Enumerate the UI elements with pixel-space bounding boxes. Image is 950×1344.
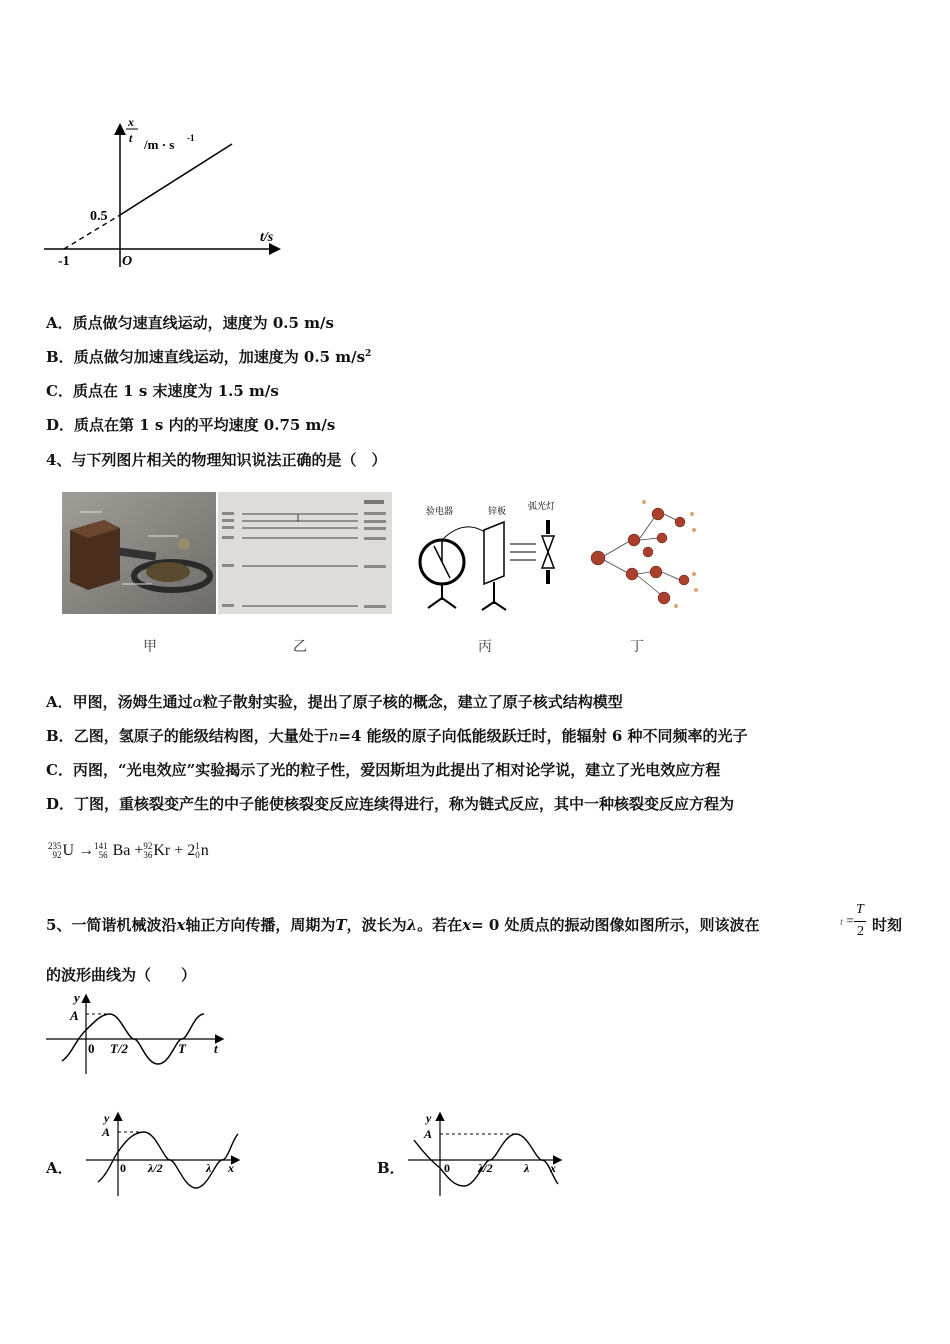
vibration-graph bbox=[40, 990, 230, 1076]
amplitude-label: A bbox=[70, 1008, 79, 1023]
svg-text:λ/2: λ/2 bbox=[478, 1161, 493, 1175]
intercept-label: 0.5 bbox=[90, 209, 108, 224]
q4-option-c: C．丙图，“光电效应”实验揭示了光的粒子性，爱因斯坦为此提出了相对论学说，建立了光电效应方程 bbox=[46, 761, 721, 779]
svg-text:A: A bbox=[424, 1127, 433, 1141]
y-unit: /m · s bbox=[144, 137, 175, 152]
q5-stem-line1: 5、一简谐机械波沿x轴正方向传播，周期为T，波长为λ。若在x= 0 处质点的振动图像如图所示，则该波在 bbox=[46, 916, 760, 934]
zero-label: 0 bbox=[88, 1041, 95, 1056]
q4-stem: 4、与下列图片相关的物理知识说法正确的是（ ） bbox=[46, 451, 387, 469]
y-label: y bbox=[74, 990, 80, 1005]
svg-text:x: x bbox=[550, 1161, 556, 1175]
y-label-den: t bbox=[129, 131, 133, 145]
q5-option-b-graph bbox=[404, 1110, 568, 1198]
svg-text:0: 0 bbox=[120, 1161, 126, 1175]
q3-option-c: C．质点在 1 s 末速度为 1.5 m/s bbox=[46, 382, 279, 400]
image-yi-energy-levels bbox=[218, 492, 392, 614]
neg-label: -1 bbox=[58, 254, 70, 269]
caption-yi: 乙 bbox=[293, 639, 307, 655]
svg-text:A: A bbox=[102, 1125, 111, 1139]
image-ding-chain-reaction bbox=[584, 494, 704, 618]
svg-text:λ: λ bbox=[524, 1161, 530, 1175]
image-jia-scattering-apparatus bbox=[62, 492, 216, 614]
caption-ding: 丁 bbox=[630, 639, 644, 655]
data-line bbox=[120, 144, 232, 215]
q4-option-b: B．乙图，氢原子的能级结构图，大量处于n=4 能级的原子向低能级跃迁时，能辐射 6 种不同频率的光子 bbox=[46, 727, 748, 745]
caption-jia: 甲 bbox=[143, 639, 157, 655]
svg-text:λ/2: λ/2 bbox=[148, 1161, 163, 1175]
zinc-plate-label: 锌板 bbox=[488, 506, 507, 516]
q5-option-a-graph bbox=[82, 1110, 246, 1198]
q5-stem-line2: 的波形曲线为（ ） bbox=[46, 966, 197, 984]
q5-option-a-letter: A． bbox=[46, 1159, 73, 1177]
q5-option-b-letter: B． bbox=[377, 1159, 405, 1177]
image-bing-photoelectric bbox=[412, 496, 572, 618]
svg-text:x: x bbox=[228, 1161, 234, 1175]
electroscope-label: 验电器 bbox=[426, 506, 454, 516]
q4-option-a: A．甲图，汤姆生通过α粒子散射实验，提出了原子核的概念，建立了原子核式结构模型 bbox=[46, 693, 623, 711]
velocity-time-graph bbox=[40, 112, 290, 274]
q3-option-a: A．质点做匀速直线运动，速度为 0.5 m/s bbox=[46, 314, 334, 332]
q3-option-d: D．质点在第 1 s 内的平均速度 0.75 m/s bbox=[46, 416, 336, 434]
origin-label: O bbox=[122, 254, 133, 269]
svg-text:y: y bbox=[104, 1111, 110, 1125]
period-label: T bbox=[178, 1041, 186, 1056]
fission-equation: 235 92U →141 56 Ba +92 36Kr + 21 0n bbox=[48, 841, 209, 861]
y-label-num: x bbox=[128, 115, 134, 129]
q4-option-d: D．丁图，重核裂变产生的中子能使核裂变反应连续得进行，称为链式反应，其中一种核裂变反应方程为 bbox=[46, 795, 735, 813]
time-label: t bbox=[214, 1041, 218, 1056]
caption-bing: 丙 bbox=[478, 639, 492, 655]
half-period-label: T/2 bbox=[110, 1041, 129, 1056]
x-axis-label: t/s bbox=[260, 230, 274, 245]
q5-stem-tail: 时刻 bbox=[872, 916, 903, 934]
svg-text:0: 0 bbox=[444, 1161, 450, 1175]
arc-lamp-label: 弧光灯 bbox=[528, 501, 556, 511]
y-unit-exp: -1 bbox=[187, 133, 195, 143]
q3-option-b: B．质点做匀加速直线运动，加速度为 0.5 $m/s^2$ bbox=[46, 348, 372, 366]
svg-text:y: y bbox=[426, 1111, 432, 1125]
svg-text:λ: λ bbox=[206, 1161, 212, 1175]
